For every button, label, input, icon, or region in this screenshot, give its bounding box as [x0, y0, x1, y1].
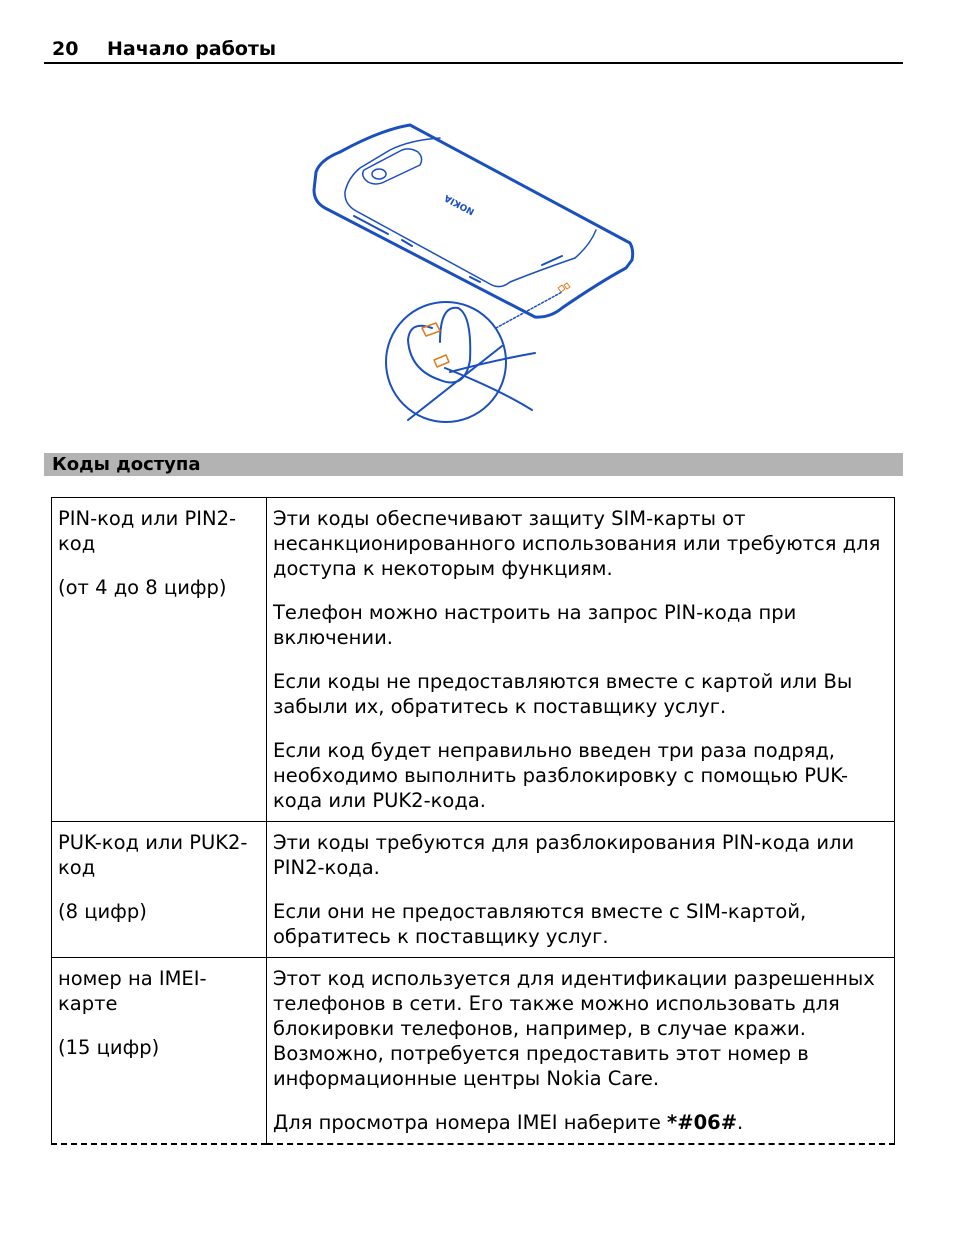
description-paragraph: Если код будет неправильно введен три раза подряд, необходимо выполнить разблокировку с помощью PUK-кода или PUK2-кода.	[273, 739, 849, 812]
table-row	[52, 958, 895, 1145]
port-icon	[558, 283, 570, 292]
code-digits: (от 4 до 8 цифр)	[58, 576, 227, 599]
code-description-cell	[267, 958, 895, 1145]
dotted-pointer	[496, 292, 562, 328]
description-paragraph: Если они не предоставляются вместе с SIM-картой, обратитесь к поставщику услуг.	[273, 900, 807, 948]
code-name-cell	[52, 498, 267, 822]
code-description-cell	[267, 498, 895, 822]
section-title: Коды доступа	[52, 454, 201, 475]
description-paragraph: Телефон можно настроить на запрос PIN-кода при включении.	[273, 601, 797, 649]
code-name: PIN-код или PIN2-код	[58, 507, 237, 555]
code-name: PUK-код или PUK2-код	[58, 831, 248, 879]
page-number: 20	[52, 38, 79, 60]
table-row	[52, 822, 895, 958]
description-paragraph: Эти коды обеспечивают защиту SIM-карты от несанкционированного использования или требуются для доступа к некоторым функциям.	[273, 507, 881, 580]
description-paragraph: Эти коды требуются для разблокирования PIN-кода или PIN2-кода.	[273, 831, 855, 879]
code-name: номер на IMEI-карте	[58, 967, 207, 1015]
imei-instruction-text: Для просмотра номера IMEI наберите	[273, 1111, 668, 1134]
access-codes-table	[51, 497, 895, 1145]
code-name-cell	[52, 958, 267, 1145]
phone-illustration	[300, 110, 650, 430]
code-description-cell	[267, 822, 895, 958]
strap-holes	[422, 323, 449, 367]
code-name-cell	[52, 822, 267, 958]
page-header	[44, 38, 903, 64]
imei-instruction-end: .	[737, 1111, 744, 1134]
description-paragraph: Если коды не предоставляются вместе с картой или Вы забыли их, обратитесь к поставщику услуг.	[273, 670, 853, 718]
chapter-title: Начало работы	[107, 38, 277, 60]
description-paragraph: Этот код используется для идентификации разрешенных телефонов в сети. Его также можно использовать для блокировки телефонов, например, в случае кражи. Возможно, потребуется предоставить этот номер в информационные центры Nokia Care.	[273, 967, 875, 1090]
camera-lens	[372, 169, 386, 179]
code-digits: (8 цифр)	[58, 900, 147, 923]
code-digits: (15 цифр)	[58, 1036, 160, 1059]
section-heading	[44, 453, 903, 476]
table-row	[52, 498, 895, 822]
imei-instruction	[273, 1110, 888, 1135]
imei-code: *#06#	[667, 1111, 738, 1134]
strap-loop	[408, 308, 535, 410]
nokia-logo: NOKIA	[443, 192, 477, 217]
camera-module	[363, 149, 422, 184]
